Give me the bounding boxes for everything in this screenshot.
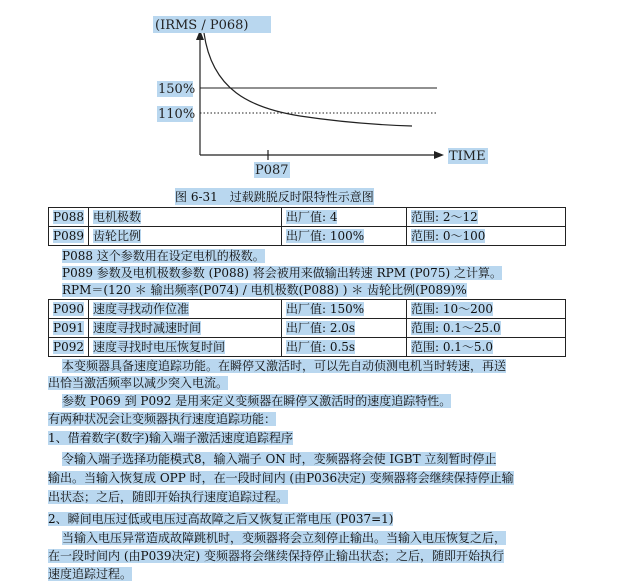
param-code: P088 bbox=[53, 210, 84, 224]
text-line: 出恰当激活频率以减少突入电流。 bbox=[48, 376, 229, 390]
param-range: 范围: 0.1～25.0 bbox=[410, 321, 501, 335]
param-default: 出厂值: 2.0s bbox=[285, 321, 356, 335]
text-line: P089 参数及电机极数参数 (P088) 将会被用来做输出转速 RPM (P075) 之计算。 bbox=[62, 266, 502, 280]
param-default: 出厂值: 4 bbox=[285, 210, 338, 224]
table-row bbox=[49, 300, 566, 319]
param-table-p090-p092 bbox=[48, 299, 566, 357]
table-row bbox=[49, 338, 566, 357]
param-default: 出厂值: 100% bbox=[285, 229, 365, 243]
text-line: 令输入端子选择功能模式8，输入端子 ON 时，变频器将会使 IGBT 立刻暂时停止 bbox=[62, 452, 497, 466]
level-110-label: 110% bbox=[158, 107, 196, 122]
x-axis-arrow bbox=[434, 151, 444, 159]
param-range: 范围: 10～200 bbox=[410, 302, 494, 316]
table-row bbox=[49, 227, 566, 246]
param-range: 范围: 0.1～5.0 bbox=[410, 340, 494, 354]
param-name: 速度寻找动作位准 bbox=[92, 302, 189, 316]
param-default: 出厂值: 0.5s bbox=[285, 340, 356, 354]
figure-caption: 图 6-31 过载跳脱反时限特性示意图 bbox=[175, 190, 374, 204]
param-name: 速度寻找时减速时间 bbox=[92, 321, 201, 335]
text-line: 输出。当输入恢复成 OPP 时，在一段时间内 (由P036决定) 变频器将会继续保持停止输 bbox=[48, 471, 514, 485]
text-line: 参数 P069 到 P092 是用来定义变频器在瞬停又激活时的速度追踪特性。 bbox=[62, 394, 452, 408]
text-line: P088 这个参数用在设定电机的极数。 bbox=[62, 249, 265, 263]
list-heading: 1、借着数字(数字)输入端子激活速度追踪程序 bbox=[48, 431, 293, 445]
param-code: P090 bbox=[53, 302, 84, 316]
overload-curve-figure bbox=[0, 0, 621, 190]
param-range: 范围: 0～100 bbox=[410, 229, 486, 243]
trip-curve bbox=[204, 33, 412, 126]
text-line: 在一段时间内 (由P039决定) 变频器将会继续保持停止输出状态；之后，随即开始执行 bbox=[48, 549, 504, 563]
text-line: 速度追踪过程。 bbox=[48, 567, 133, 581]
param-table-p088-p089 bbox=[48, 207, 566, 246]
param-name: 速度寻找时电压恢复时间 bbox=[92, 340, 225, 354]
text-line: 出状态；之后，随即开始执行速度追踪过程。 bbox=[48, 490, 289, 504]
param-default: 出厂值: 150% bbox=[285, 302, 365, 316]
p087-label: P087 bbox=[255, 163, 289, 178]
param-code: P089 bbox=[53, 229, 84, 243]
param-code: P091 bbox=[53, 321, 84, 335]
param-name: 电机极数 bbox=[92, 210, 141, 224]
param-range: 范围: 2～12 bbox=[410, 210, 478, 224]
param-name: 齿轮比例 bbox=[92, 229, 141, 243]
param-code: P092 bbox=[53, 340, 84, 354]
level-150-label: 150% bbox=[158, 82, 196, 97]
x-axis-label: TIME bbox=[449, 149, 486, 164]
list-heading: 2、瞬间电压过低或电压过高故障之后又恢复正常电压 (P037=1) bbox=[48, 512, 394, 526]
text-line: 当输入电压异常造成故障跳机时，变频器将会立刻停止输出。当输入电压恢复之后， bbox=[62, 531, 507, 545]
text-line: 本变频器具备速度追踪功能。在瞬停又激活时，可以先自动侦测电机当时转速，再送 bbox=[62, 359, 507, 373]
y-axis-label: (IRMS / P068) bbox=[155, 18, 249, 33]
text-line: 有两种状况会让变频器执行速度追踪功能： bbox=[48, 412, 277, 426]
table-row bbox=[49, 208, 566, 227]
formula-line: RPM＝(120 ＊ 输出频率(P074) / 电机极数(P088) ) ＊ 齿轮比例(P089)% bbox=[62, 283, 467, 297]
table-row bbox=[49, 319, 566, 338]
